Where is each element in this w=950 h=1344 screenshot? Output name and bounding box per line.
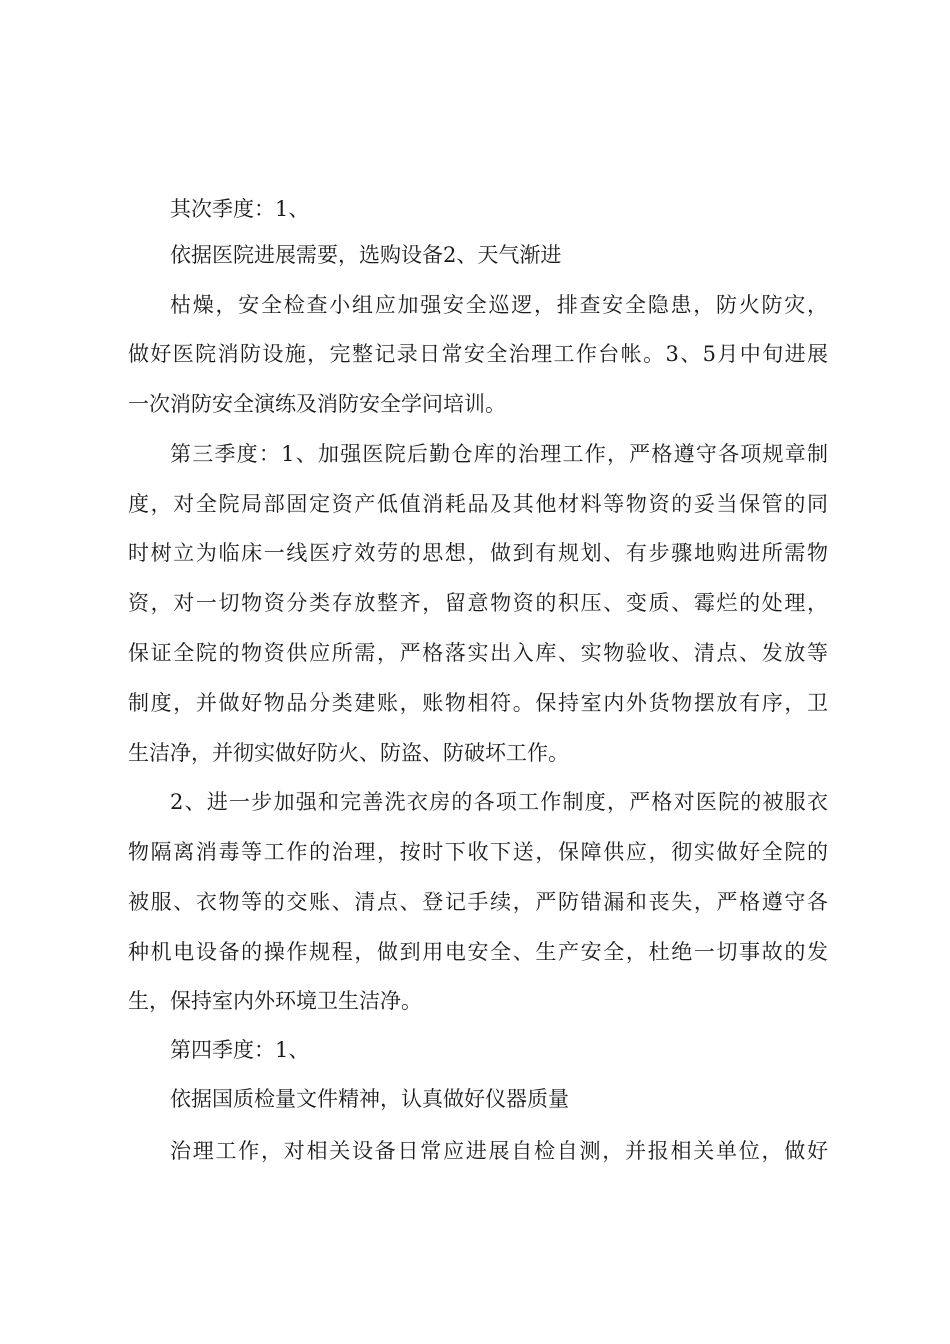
text-line-q2-item3-end: 一次消防安全演练及消防安全学问培训。 — [128, 392, 506, 416]
text-line-q3-item2-cont-3: 种机电设备的操作规程，做到用电安全、生产安全，杜绝一切事故的发 — [128, 940, 828, 964]
text-line-q3-cont-4: 保证全院的物资供应所需，严格落实出入库、实物验收、清点、发放等 — [128, 641, 828, 665]
text-line-q2-item2-start: 枯燥，安全检查小组应加强安全巡逻，排查安全隐患，防火防灾， — [170, 293, 828, 317]
text-line-q4-heading: 第四季度：1、 — [170, 1038, 310, 1062]
text-line-q2-item2-cont: 做好医院消防设施，完整记录日常安全治理工作台帐。3、5月中旬进展 — [128, 342, 828, 366]
text-line-q4-item1: 依据国质检量文件精神，认真做好仪器质量 — [170, 1087, 569, 1111]
text-line-q3-item2-cont-2: 被服、衣物等的交账、清点、登记手续，严防错漏和丧失，严格遵守各 — [128, 890, 828, 914]
text-line-q3-cont-3: 资，对一切物资分类存放整齐，留意物资的积压、变质、霉烂的处理， — [128, 591, 828, 615]
text-line-q3-start: 第三季度：1、加强医院后勤仓库的治理工作，严格遵守各项规章制 — [170, 442, 828, 466]
text-line-q3-item2-end: 生，保持室内外环境卫生洁净。 — [128, 989, 422, 1013]
text-line-q3-item2-start: 2、进一步加强和完善洗衣房的各项工作制度，严格对医院的被服衣 — [170, 790, 828, 814]
text-line-q3-cont-2: 时树立为临床一线医疗效劳的思想，做到有规划、有步骤地购进所需物 — [128, 541, 828, 565]
text-line-q3-cont-1: 度，对全院局部固定资产低值消耗品及其他材料等物资的妥当保管的同 — [128, 492, 828, 516]
text-line-q4-item1-cont: 治理工作，对相关设备日常应进展自检自测，并报相关单位，做好 — [170, 1139, 828, 1163]
text-line-q3-end: 生洁净，并彻实做好防火、防盗、防破坏工作。 — [128, 741, 569, 765]
text-line-q2-heading: 其次季度：1、 — [170, 197, 310, 221]
text-line-q3-item2-cont-1: 物隔离消毒等工作的治理，按时下收下送，保障供应，彻实做好全院的 — [128, 840, 828, 864]
text-line-q2-item1: 依据医院进展需要，选购设备2、天气渐进 — [170, 243, 562, 267]
text-line-q3-cont-5: 制度，并做好物品分类建账，账物相符。保持室内外货物摆放有序，卫 — [128, 691, 828, 715]
